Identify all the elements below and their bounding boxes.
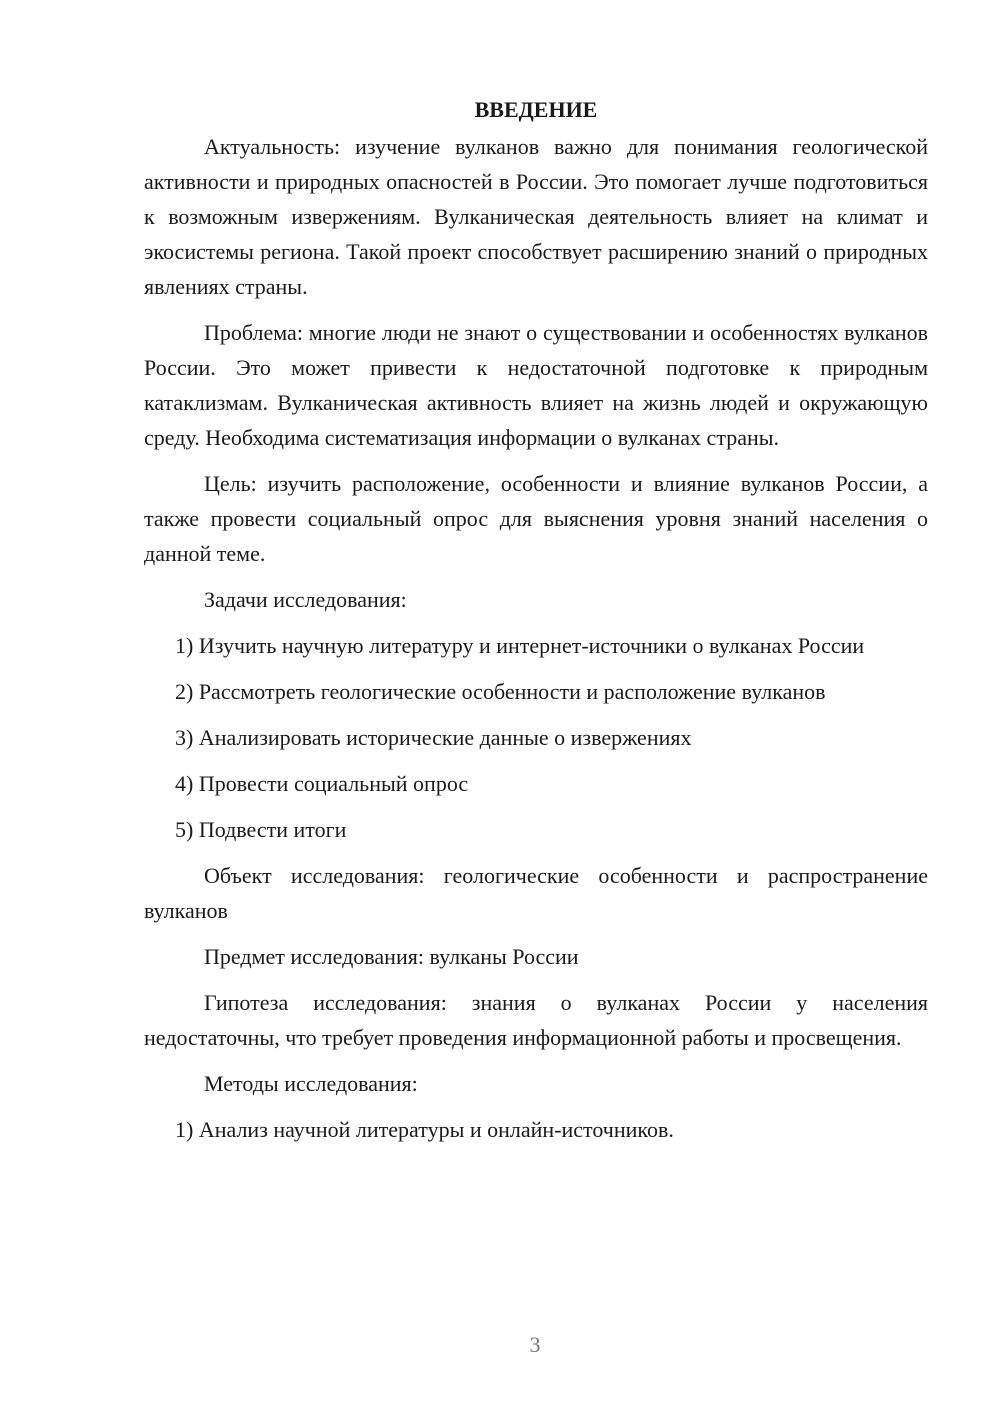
task-item: 1) Изучить научную литературу и интернет-источники о вулканах России xyxy=(175,633,865,658)
page-number: 3 xyxy=(529,1332,541,1357)
relevance-paragraph: Актуальность: изучение вулканов важно для понимания геологической активности и природных опасностей в России. Это помогает лучше подготовиться к возможным извержениям. Вулканическая деятельность влияет на климат и экосистемы региона. Такой проект способствует расширению знаний о природных явлениях страны. xyxy=(144,134,928,299)
page-content xyxy=(144,92,928,1158)
object-paragraph: Объект исследования: геологические особенности и распространение вулканов xyxy=(144,863,928,923)
method-item: 1) Анализ научной литературы и онлайн-источников. xyxy=(175,1117,674,1142)
methods-title: Методы исследования: xyxy=(204,1071,418,1096)
hypothesis-paragraph: Гипотеза исследования: знания о вулканах России у населения недостаточны, что требует проведения информационной работы и просвещения. xyxy=(144,990,928,1050)
task-item: 5) Подвести итоги xyxy=(175,817,347,842)
section-heading: ВВЕДЕНИЕ xyxy=(474,97,598,122)
subject-paragraph: Предмет исследования: вулканы России xyxy=(204,944,579,969)
problem-paragraph: Проблема: многие люди не знают о существовании и особенностях вулканов России. Это может привести к недостаточной подготовке к природным катаклизмам. Вулканическая активность влияет на жизнь людей и окружающую среду. Необходима систематизация информации о вулканах страны. xyxy=(144,320,928,450)
task-item: 2) Рассмотреть геологические особенности и расположение вулканов xyxy=(175,679,826,704)
tasks-title: Задачи исследования: xyxy=(204,587,407,612)
task-item: 3) Анализировать исторические данные о извержениях xyxy=(175,725,692,750)
goal-paragraph: Цель: изучить расположение, особенности и влияние вулканов России, а также провести социальный опрос для выяснения уровня знаний населения о данной теме. xyxy=(144,471,928,566)
task-item: 4) Провести социальный опрос xyxy=(175,771,469,796)
